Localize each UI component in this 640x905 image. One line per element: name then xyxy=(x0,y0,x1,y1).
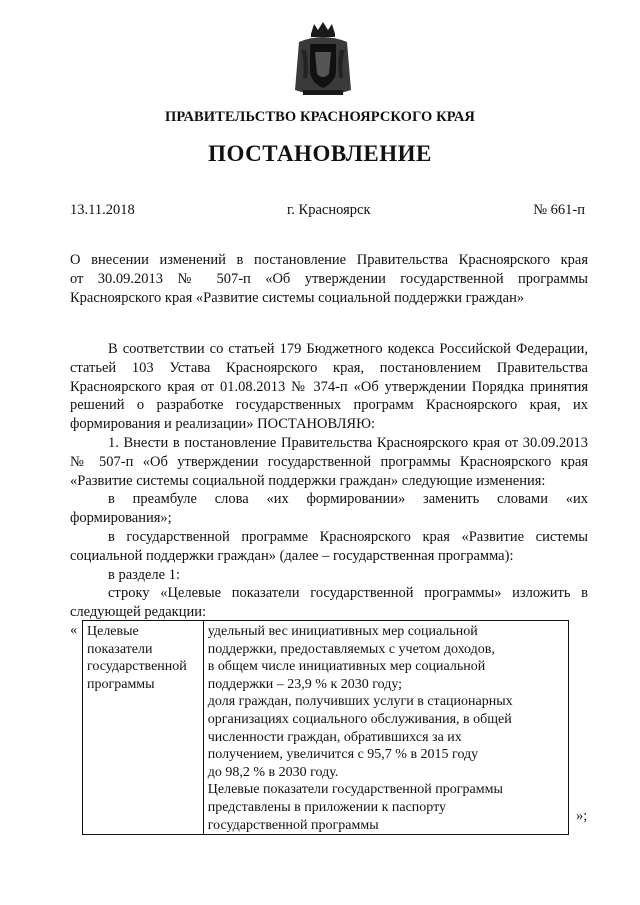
paragraph-row-change: строку «Целевые показатели государственной программы» изложить в следующей редакции: xyxy=(70,585,588,621)
document-title xyxy=(70,251,588,308)
table-row xyxy=(83,621,569,835)
table-line: поддержки, предоставляемых с учетом доходов, xyxy=(207,641,495,657)
table-cell-label: Целевые показатели государственной программы xyxy=(83,621,204,835)
table-line: получением, увеличится с 95,7 % в 2015 году xyxy=(207,747,479,763)
title-line: от 30.09.2013 № 507-п «Об утверждении государственной программы xyxy=(70,271,588,287)
paragraph-preamble-change: в преамбуле слова «их формировании» заменить словами «их формирования»; xyxy=(70,491,588,527)
table-line: доля граждан, получивших услуги в стационарных xyxy=(207,694,513,710)
close-quote: »; xyxy=(576,808,588,824)
open-quote: « xyxy=(70,622,78,638)
organization-name: ПРАВИТЕЛЬСТВО КРАСНОЯРСКОГО КРАЯ xyxy=(164,109,475,125)
indicators-table xyxy=(82,620,569,835)
table-line: удельный вес инициативных мер социальной xyxy=(207,624,478,639)
paragraph-section-1: в разделе 1: xyxy=(108,566,181,583)
title-line: Красноярского края «Развитие системы социальной поддержки граждан» xyxy=(70,290,525,306)
table-line: представлены в приложении к паспорту xyxy=(207,799,447,815)
table-line: до 98,2 % в 2030 году. xyxy=(207,764,339,780)
document-number: № 661-п xyxy=(533,202,585,218)
table-line: поддержки – 23,9 % к 2030 году; xyxy=(207,676,403,692)
document-body xyxy=(70,340,588,622)
paragraph-item-1: 1. Внести в постановление Правительства Красноярского края от 30.09.2013 № 507-п «Об утверждении государственной программы Красноярского края «Развитие системы социальной поддержки граждан» следующие изменения: xyxy=(70,434,588,489)
table-cell-content xyxy=(203,621,568,835)
document-city: г. Красноярск xyxy=(287,202,371,218)
table-line: численности граждан, обратившихся за их xyxy=(207,729,462,745)
table-line: государственной программы xyxy=(207,817,379,833)
table-line: Целевые показатели государственной программы xyxy=(207,782,503,798)
table-line: организациях социального обслуживания, в общей xyxy=(207,711,512,727)
title-line: О внесении изменений в постановление Правительства Красноярского края xyxy=(70,252,588,268)
document-date: 13.11.2018 xyxy=(70,202,135,218)
paragraph-preamble: В соответствии со статьей 179 Бюджетного кодекса Российской Федерации, статьей 103 Устава Красноярского края, постановлением Правительства Красноярского края от 01.08.2013 № 374-п «Об утверждении Порядка принятия решений о разработке государственных программ Красноярского края, их формирования и реализации» ПОСТАНОВЛЯЮ: xyxy=(70,341,588,433)
paragraph-program-change: в государственной программе Красноярского края «Развитие системы социальной поддержки граждан» (далее – государственная программа): xyxy=(70,528,588,564)
table-line: в общем числе инициативных мер социальной xyxy=(207,659,486,675)
coat-of-arms-icon xyxy=(293,20,353,100)
document-type: ПОСТАНОВЛЕНИЕ xyxy=(208,141,432,166)
